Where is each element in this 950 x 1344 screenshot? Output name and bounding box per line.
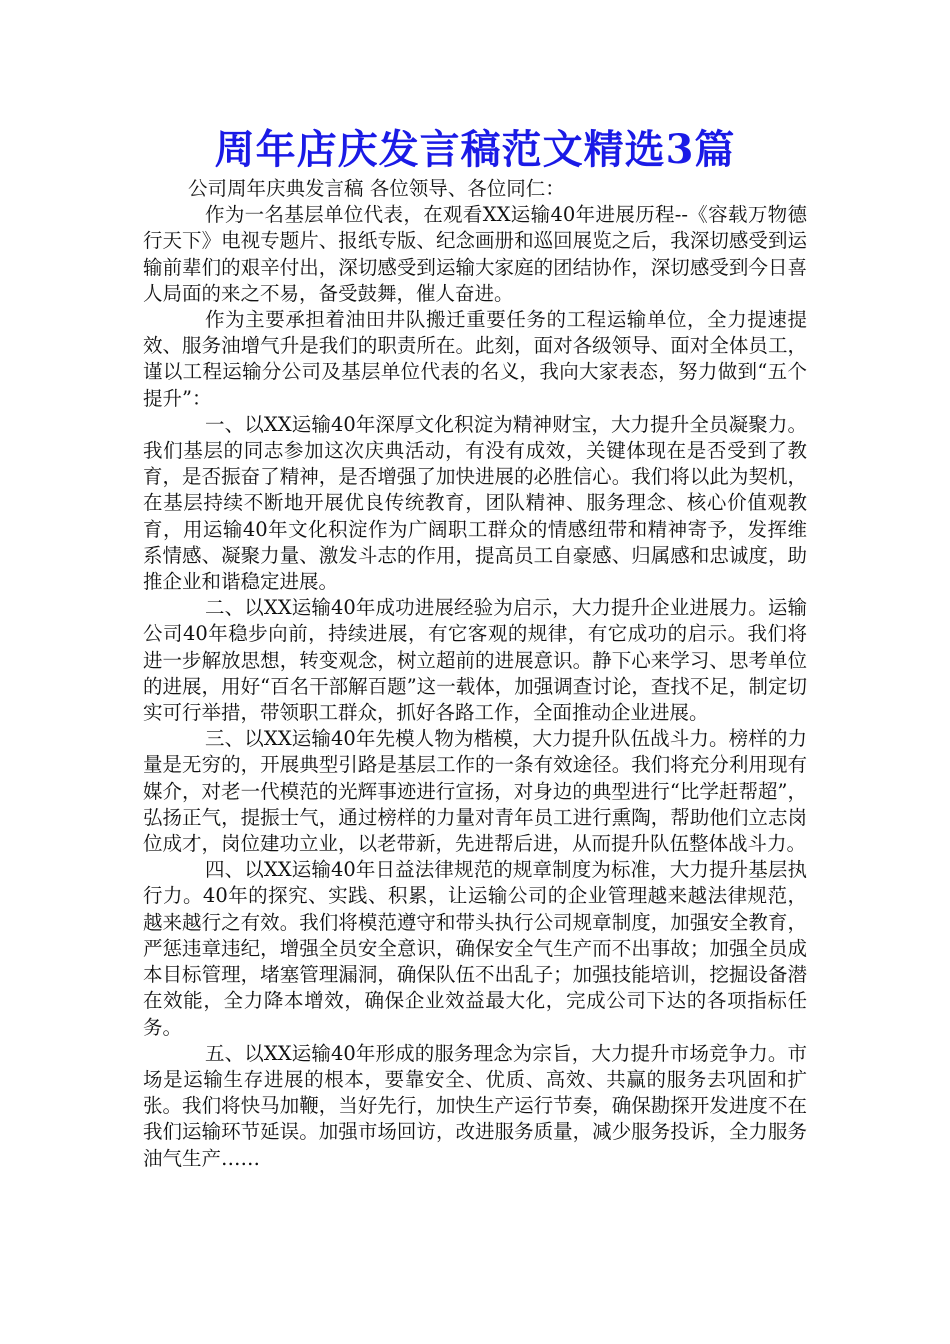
body-paragraph: 作为主要承担着油田井队搬迁重要任务的工程运输单位，全力提速提效、服务油增气升是我们的职责所在。此刻，面对各级领导、面对全体员工，谨以工程运输分公司及基层单位代表的名义，我向大家表态，努力做到“五个提升”： [143,308,807,410]
body-paragraph: 作为一名基层单位代表，在观看XX运输40年进展历程--《容载万物德行天下》电视专题片、报纸专版、纪念画册和巡回展览之后，我深切感受到运输前辈们的艰辛付出，深切感受到运输大家庭的团结协作，深切感受到今日喜人局面的来之不易，备受鼓舞，催人奋进。 [143,203,807,305]
document-title: 周年店庆发言稿范文精选3篇 [214,126,736,173]
point-five-paragraph: 五、以XX运输40年形成的服务理念为宗旨，大力提升市场竞争力。市场是运输生存进展的根本，要靠安全、优质、高效、共赢的服务去巩固和扩张。我们将快马加鞭，当好先行，加快生产运行节奏，确保勘探开发进度不在我们运输环节延误。加强市场回访，改进服务质量，减少服务投诉，全力服务油气生产…… [143,1041,807,1170]
greeting-paragraph: 公司周年庆典发言稿 各位领导、各位同仁： [188,177,565,200]
point-one-paragraph: 一、以XX运输40年深厚文化积淀为精神财宝，大力提升全员凝聚力。我们基层的同志参加这次庆典活动，有没有成效，关键体现在是否受到了教育，是否振奋了精神，是否增强了加快进展的必胜信心。我们将以此为契机，在基层持续不断地开展优良传统教育，团队精神、服务理念、核心价值观教育，用运输40年文化积淀作为广阔职工群众的情感纽带和精神寄予，发挥维系情感、凝聚力量、激发斗志的作用，提高员工自豪感、归属感和忠诚度，助推企业和谐稳定进展。 [143,412,807,594]
document-body [143,176,807,1172]
point-four-paragraph: 四、以XX运输40年日益法律规范的规章制度为标准，大力提升基层执行力。40年的探究、实践、积累，让运输公司的企业管理越来越法律规范，越来越行之有效。我们将模范遵守和带头执行公司规章制度，加强安全教育，严惩违章违纪，增强全员安全意识，确保安全气生产而不出事故；加强全员成本目标管理，堵塞管理漏洞，确保队伍不出乱子；加强技能培训，挖掘设备潜在效能，全力降本增效，确保企业效益最大化，完成公司下达的各项指标任务。 [143,858,807,1039]
point-two-paragraph: 二、以XX运输40年成功进展经验为启示，大力提升企业进展力。运输公司40年稳步向前，持续进展，有它客观的规律，有它成功的启示。我们将进一步解放思想，转变观念，树立超前的进展意识。静下心来学习、思考单位的进展，用好“百名干部解百题”这一载体，加强调查讨论，查找不足，制定切实可行举措，带领职工群众，抓好各路工作，全面推动企业进展。 [143,596,807,725]
point-three-paragraph: 三、以XX运输40年先模人物为楷模，大力提升队伍战斗力。榜样的力量是无穷的，开展典型引路是基层工作的一条有效途径。我们将充分利用现有媒介，对老一代模范的光辉事迹进行宣扬，对身边的典型进行“比学赶帮超”，弘扬正气，提振士气，通过榜样的力量对青年员工进行熏陶，帮助他们立志岗位成才，岗位建功立业，以老带新，先进帮后进，从而提升队伍整体战斗力。 [143,727,807,856]
